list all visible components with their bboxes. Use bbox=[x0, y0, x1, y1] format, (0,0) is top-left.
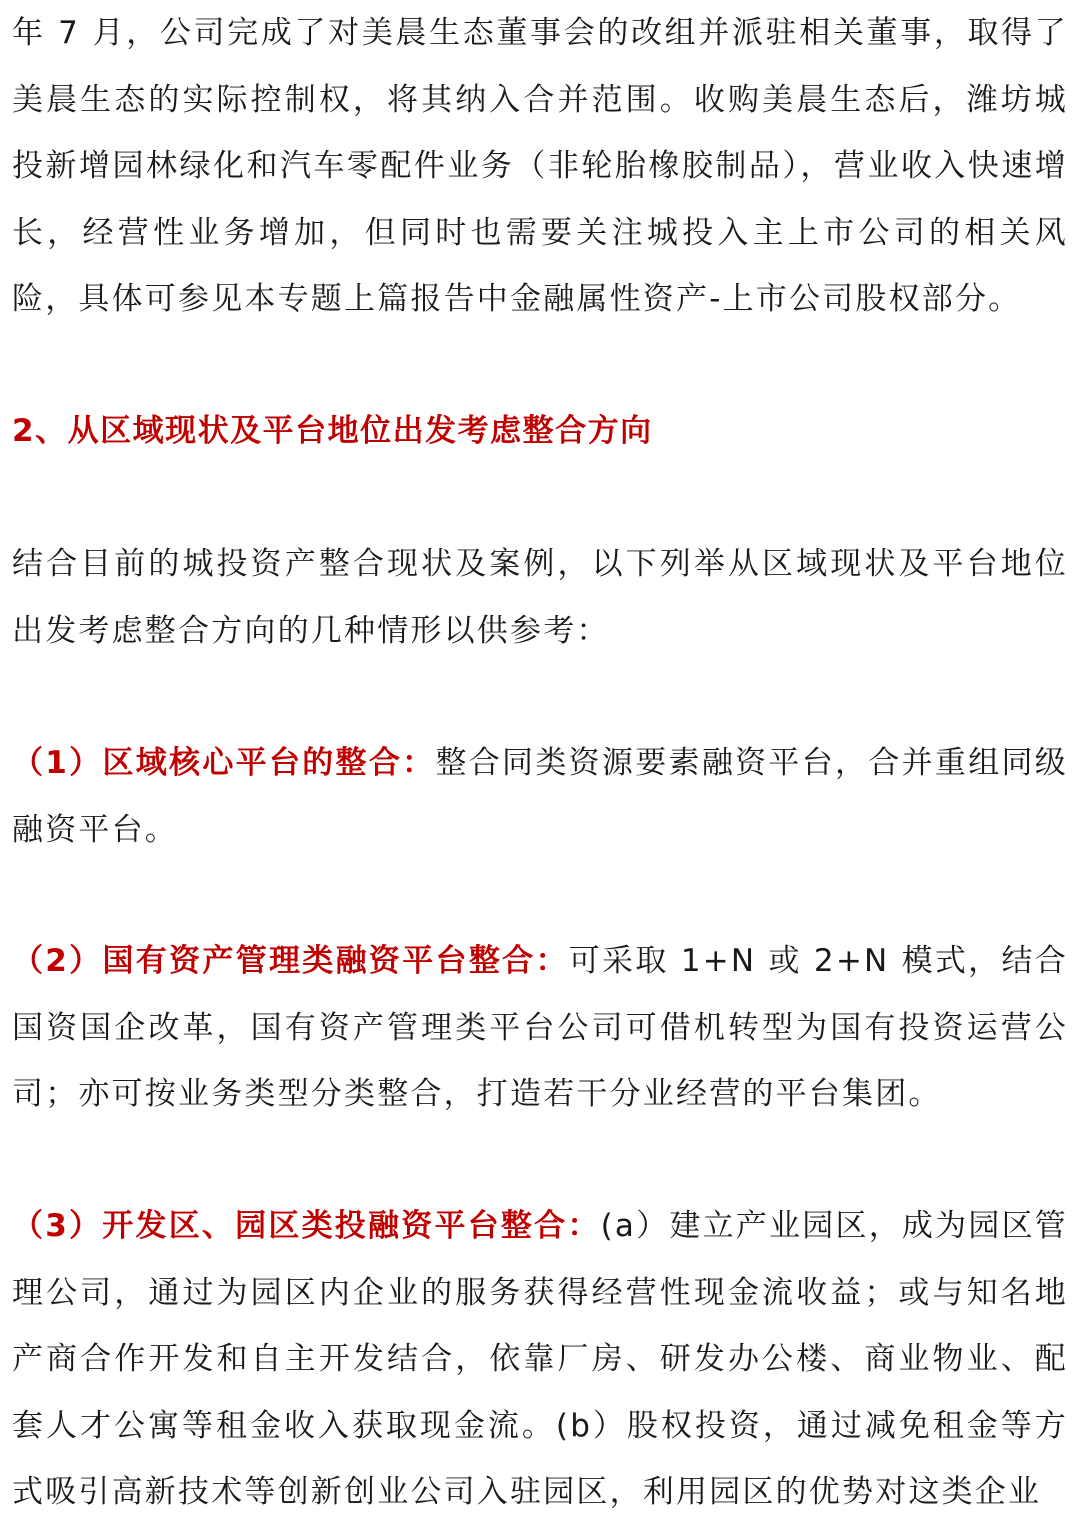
list-item-lead: （1）区域核心平台的整合： bbox=[12, 745, 436, 781]
list-item-lead: （2）国有资产管理类融资平台整合： bbox=[12, 943, 569, 979]
paragraph-intro: 结合目前的城投资产整合现状及案例，以下列举从区域现状及平台地位出发考虑整合方向的几种情形以供参考： bbox=[12, 546, 1068, 649]
list-item-state-asset-platform bbox=[12, 928, 1068, 1128]
list-item-text: 可采取 1+N 或 2+N 模式，结合国资国企改革，国有资产管理类平台公司可借机转型为国有投资运营公司；亦可按业务类型分类整合，打造若干分业经营的平台集团。 bbox=[12, 943, 1068, 1112]
paragraph-meichen-acquisition: 年 7 月，公司完成了对美晨生态董事会的改组并派驻相关董事，取得了美晨生态的实际控制权，将其纳入合并范围。收购美晨生态后，潍坊城投新增园林绿化和汽车零配件业务（非轮胎橡胶制品），营业收入快速增长，经营性业务增加，但同时也需要关注城投入主上市公司的相关风险，具体可参见本专题上篇报告中金融属性资产-上市公司股权部分。 bbox=[12, 15, 1068, 317]
list-item-lead: （3）开发区、园区类投融资平台整合： bbox=[12, 1208, 601, 1244]
list-item-text: 整合同类资源要素融资平台，合并重组同级融资平台。 bbox=[12, 745, 1068, 848]
section-heading: 2、从区域现状及平台地位出发考虑整合方向 bbox=[12, 413, 653, 449]
list-item-core-platform bbox=[12, 730, 1068, 863]
list-item-text: (a）建立产业园区，成为园区管理公司，通过为园区内企业的服务获得经营性现金流收益；或与知名地产商合作开发和自主开发结合，依靠厂房、研发办公楼、商业物业、配套人才公寓等租金收入获取现金流。(b）股权投资，通过减免租金等方式吸引高新技术等创新创业公司入驻园区，利用园区的优势对这类企业 bbox=[12, 1208, 1069, 1510]
list-item-development-zone-platform bbox=[12, 1193, 1068, 1526]
